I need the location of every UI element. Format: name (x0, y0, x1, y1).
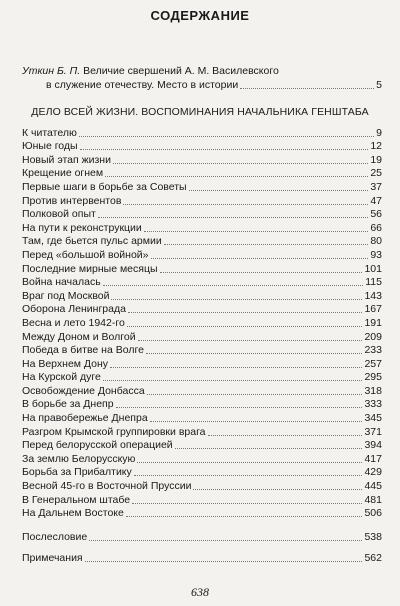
intro-line-1 (22, 64, 382, 78)
toc-entry (22, 493, 382, 507)
leader-dots (126, 516, 363, 517)
leader-dots (189, 190, 369, 191)
intro-entry (22, 64, 382, 92)
intro-page: 5 (376, 79, 382, 91)
toc-entry (22, 153, 382, 167)
toc-entry (22, 208, 382, 222)
leader-dots (147, 394, 363, 395)
toc-entry-page: 25 (370, 167, 382, 180)
toc-entry (22, 425, 382, 439)
toc-entry-label: Полковой опыт (22, 208, 96, 221)
leader-dots (79, 136, 374, 137)
leader-dots (110, 367, 362, 368)
toc-entry-page: 506 (364, 507, 382, 520)
toc-entry (22, 371, 382, 385)
toc-entry (22, 126, 382, 140)
intro-line-2 (22, 78, 382, 92)
leader-dots (116, 407, 363, 408)
toc-entry-page: 56 (370, 208, 382, 221)
leader-dots (137, 462, 362, 463)
toc-entry-page: 93 (370, 248, 382, 261)
toc-entry (22, 452, 382, 466)
leader-dots (138, 340, 363, 341)
toc-entry-page: 233 (364, 344, 382, 357)
toc-entry-page: 562 (364, 552, 382, 565)
leader-dots (103, 285, 364, 286)
toc-entry-label: Борьба за Прибалтику (22, 466, 132, 479)
toc-entry-label: Последние мирные месяцы (22, 262, 158, 275)
toc-entry (22, 235, 382, 249)
toc-entry-page: 80 (370, 235, 382, 248)
leader-dots (144, 231, 369, 232)
toc-entry-page: 371 (364, 425, 382, 438)
toc-entry-label: Разгром Крымской группировки врага (22, 425, 206, 438)
leader-dots (128, 312, 363, 313)
toc-entry (22, 552, 382, 566)
toc-entry-page: 345 (364, 412, 382, 425)
toc-entry-label: Перед «большой войной» (22, 248, 149, 261)
toc-entry-label: Крещение огнем (22, 167, 104, 180)
toc-entry (22, 507, 382, 521)
toc-entry-page: 394 (364, 439, 382, 452)
leader-dots (164, 244, 369, 245)
toc-entry (22, 398, 382, 412)
toc-entry-page: 19 (370, 153, 382, 166)
toc-entry-label: Примечания (22, 552, 83, 565)
leader-dots (208, 435, 363, 436)
toc-entry-label: Оборона Ленинграда (22, 303, 126, 316)
leader-dots (132, 503, 362, 504)
leader-dots (111, 299, 362, 300)
toc-list (22, 126, 382, 565)
toc-entry-page: 167 (364, 303, 382, 316)
toc-entry-page: 47 (370, 194, 382, 207)
toc-entry-page: 12 (370, 140, 382, 153)
toc-entry (22, 262, 382, 276)
toc-entry-page: 417 (364, 452, 382, 465)
toc-entry (22, 344, 382, 358)
toc-entry-label: Весной 45-го в Восточной Пруссии (22, 480, 192, 493)
toc-entry-label: За землю Белорусскую (22, 452, 136, 465)
toc-entry (22, 303, 382, 317)
leader-dots (113, 163, 368, 164)
toc-entry (22, 289, 382, 303)
leader-dots (89, 540, 362, 541)
toc-entry-label: На правобережье Днепра (22, 412, 148, 425)
toc-entry (22, 479, 382, 493)
toc-entry-label: В борьбе за Днепр (22, 398, 114, 411)
toc-entry (22, 180, 382, 194)
toc-entry-label: Юные годы (22, 140, 78, 153)
leader-dots (160, 272, 363, 273)
toc-entry (22, 194, 382, 208)
leader-dots (193, 489, 362, 490)
intro-text-2: в служение отечеству. Место в истории (46, 79, 239, 91)
page-title: СОДЕРЖАНИЕ (150, 8, 250, 23)
leader-dots (85, 561, 363, 562)
toc-entry-label: Война началась (22, 276, 101, 289)
toc-entry-page: 37 (370, 180, 382, 193)
intro-text-1: Величие свершений А. М. Василевского (80, 65, 279, 77)
toc-entry-page: 445 (364, 480, 382, 493)
toc-entry-label: На Дальнем Востоке (22, 507, 124, 520)
leader-dots (150, 421, 363, 422)
toc-entry-page: 9 (376, 126, 382, 139)
toc-entry (22, 316, 382, 330)
toc-entry-label: Освобождение Донбасса (22, 384, 145, 397)
toc-entry-label: Первые шаги в борьбе за Советы (22, 180, 187, 193)
toc-entry (22, 530, 382, 544)
toc-entry-page: 538 (364, 530, 382, 543)
toc-entry (22, 411, 382, 425)
leader-dots (103, 380, 363, 381)
toc-entry-label: На пути к реконструкции (22, 221, 142, 234)
toc-entry-label: К читателю (22, 126, 77, 139)
toc-entry (22, 248, 382, 262)
toc-entry-label: Перед белорусской операцией (22, 439, 173, 452)
toc-entry (22, 167, 382, 181)
toc-entry (22, 357, 382, 371)
toc-entry-label: На Верхнем Дону (22, 357, 109, 370)
toc-entry-label: Послесловие (22, 530, 88, 543)
toc-entry (22, 330, 382, 344)
toc-entry (22, 140, 382, 154)
page-number: 638 (191, 585, 209, 599)
toc-entry-label: Враг под Москвой (22, 289, 110, 302)
toc-spacer (22, 520, 382, 530)
leader-dots (151, 258, 369, 259)
toc-entry-page: 209 (364, 330, 382, 343)
toc-entry-label: В Генеральном штабе (22, 493, 131, 506)
toc-entry-page: 333 (364, 398, 382, 411)
toc-entry-page: 101 (364, 262, 382, 275)
toc-entry-page: 429 (364, 466, 382, 479)
toc-entry-page: 115 (365, 276, 382, 289)
toc-entry-page: 143 (364, 289, 382, 302)
toc-entry-label: На Курской дуге (22, 371, 101, 384)
toc-entry (22, 384, 382, 398)
intro-author: Уткин Б. П. (22, 65, 81, 77)
toc-spacer (22, 544, 382, 552)
leader-dots (105, 176, 368, 177)
toc-entry (22, 466, 382, 480)
toc-entry (22, 276, 382, 290)
toc-entry-label: Новый этап жизни (22, 153, 111, 166)
toc-entry-page: 295 (364, 371, 382, 384)
leader-dots (98, 217, 369, 218)
leader-dots (123, 204, 368, 205)
toc-entry-label: Там, где бьется пульс армии (22, 235, 162, 248)
leader-dots (175, 448, 363, 449)
leader-dots (146, 353, 363, 354)
toc-entry-label: Между Доном и Волгой (22, 330, 136, 343)
toc-entry-page: 481 (364, 493, 382, 506)
toc-entry-page: 66 (370, 221, 382, 234)
toc-entry (22, 439, 382, 453)
leader-dots (240, 88, 374, 89)
toc-entry (22, 221, 382, 235)
toc-entry-page: 257 (364, 357, 382, 370)
toc-entry-page: 318 (364, 384, 382, 397)
toc-entry-label: Победа в битве на Волге (22, 344, 144, 357)
leader-dots (127, 326, 363, 327)
leader-dots (80, 149, 369, 150)
toc-entry-label: Весна и лето 1942-го (22, 316, 125, 329)
leader-dots (134, 475, 363, 476)
toc-entry-page: 191 (364, 316, 382, 329)
section-title: ДЕЛО ВСЕЙ ЖИЗНИ. ВОСПОМИНАНИЯ НАЧАЛЬНИКА ГЕНШТАБА (31, 106, 369, 118)
toc-entry-label: Против интервентов (22, 194, 122, 207)
